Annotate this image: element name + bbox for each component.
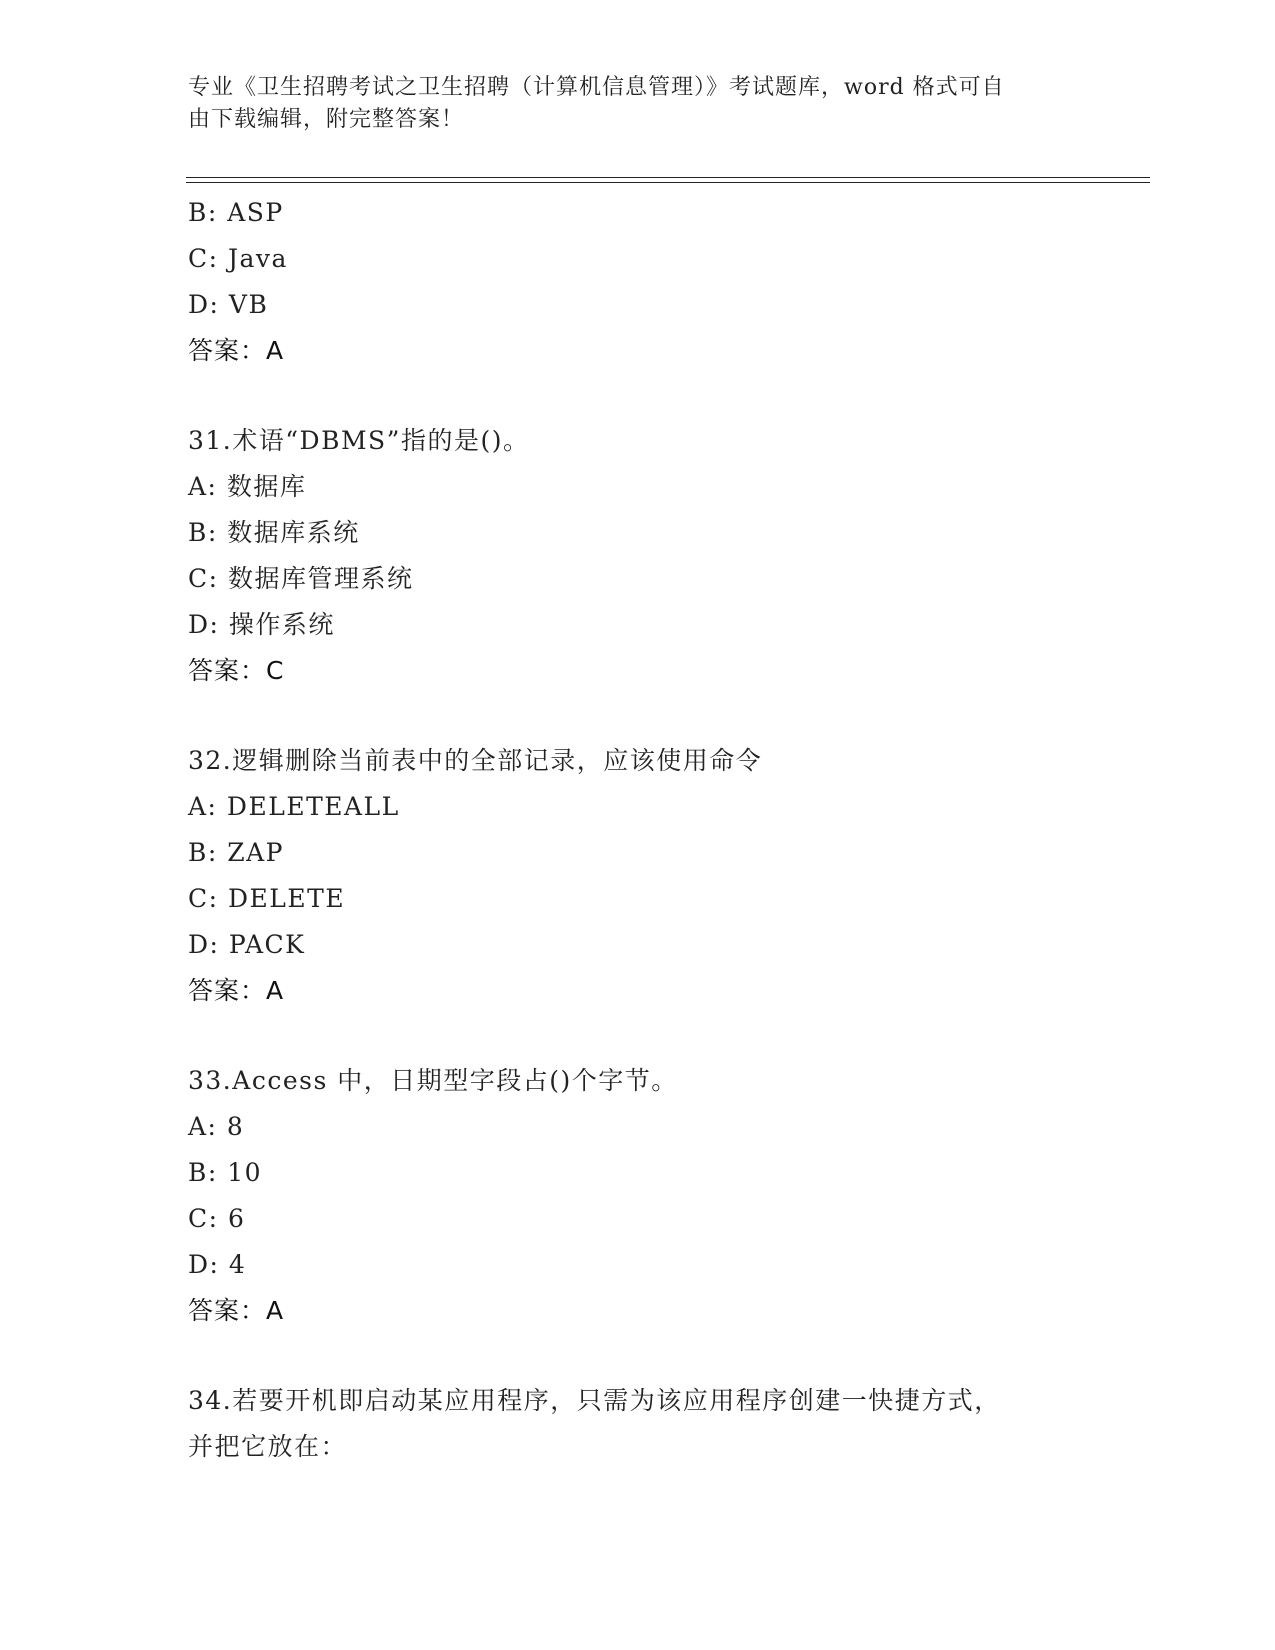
header-line-1: 专业《卫生招聘考试之卫生招聘（计算机信息管理）》考试题库，word 格式可自 [188,75,1005,100]
answer-line: 答案：A [188,976,285,1005]
option-d: D: 4 [188,1250,247,1279]
answer-line: 答案：A [188,1296,285,1325]
option-a: A: DELETEALL [188,792,400,821]
question-block-32 [188,738,1148,1014]
option-d: D: 操作系统 [188,610,335,639]
question-block-34 [188,1378,1148,1470]
question-block-prev [188,190,1148,374]
option-a: A: 数据库 [188,472,307,501]
question-stem-continued: 并把它放在： [188,1432,348,1461]
option-b: B: 数据库系统 [188,518,360,547]
option-b: B: ASP [188,198,284,227]
question-block-33 [188,1058,1148,1334]
header-line-2: 由下载编辑，附完整答案！ [188,107,465,132]
question-stem: 34.若要开机即启动某应用程序，只需为该应用程序创建一快捷方式， [188,1386,1001,1415]
option-d: D: VB [188,290,269,319]
option-c: C: DELETE [188,884,346,913]
option-d: D: PACK [188,930,306,959]
option-c: C: Java [188,244,288,273]
spacer [188,1014,1148,1058]
spacer [188,1334,1148,1378]
question-stem: 32.逻辑删除当前表中的全部记录，应该使用命令 [188,746,763,775]
document-header [188,72,1088,136]
option-c: C: 6 [188,1204,246,1233]
question-stem: 31.术语“DBMS”指的是()。 [188,426,530,455]
header-divider-top [186,177,1150,178]
question-list [188,190,1148,1470]
option-b: B: 10 [188,1158,263,1187]
answer-line: 答案：A [188,336,285,365]
option-a: A: 8 [188,1112,245,1141]
answer-line: 答案：C [188,656,285,685]
header-divider-bottom [186,182,1150,183]
spacer [188,694,1148,738]
question-stem: 33.Access 中，日期型字段占()个字节。 [188,1066,678,1095]
spacer [188,374,1148,418]
question-block-31 [188,418,1148,694]
option-c: C: 数据库管理系统 [188,564,414,593]
option-b: B: ZAP [188,838,284,867]
